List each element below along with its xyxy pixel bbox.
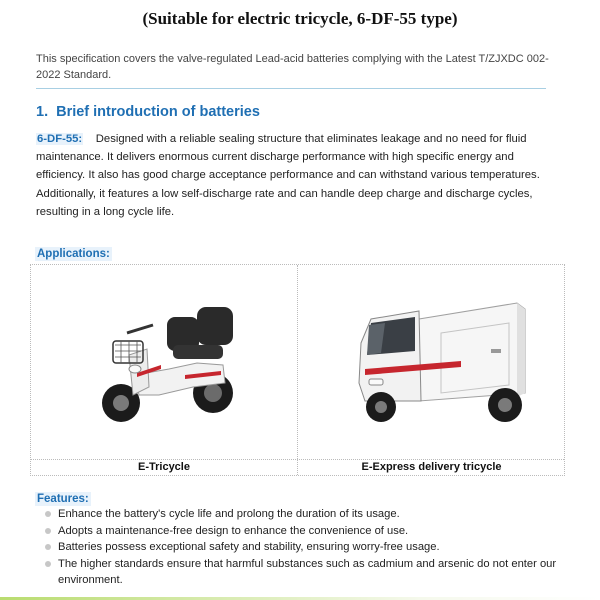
features-label: Features:: [37, 493, 89, 505]
intro-paragraph: This specification covers the valve-regulated Lead-acid batteries complying with the Latest T/ZJXDC 002-2022 Standard.: [36, 53, 549, 81]
description-text: Designed with a reliable sealing structure that eliminates leakage and no need for fluid maintenance. It delivers enormous current discharge performance with high specific energy and efficiency. It also has good charge acceptance performance and can withstand various temperatures. Additionally, it features a low self-discharge rate and can handle deep charge and discharge cycles, resulting in a long cycle life.: [36, 133, 540, 218]
table-column-divider: [297, 265, 298, 475]
bullet-icon: [45, 561, 51, 567]
bullet-icon: [45, 544, 51, 550]
battery-description: [36, 130, 566, 221]
list-item: Adopts a maintenance-free design to enhance the convenience of use.: [44, 523, 564, 540]
e-tricycle-image: [89, 283, 249, 433]
list-item: Batteries possess exceptional safety and stability, ensuring worry-free usage.: [44, 539, 564, 556]
caption-express-tricycle: E-Express delivery tricycle: [361, 461, 502, 473]
applications-table: [30, 264, 565, 476]
table-row-divider: [31, 459, 564, 460]
bullet-icon: [45, 511, 51, 517]
features-list: [44, 506, 564, 589]
list-item: Enhance the battery's cycle life and prolong the duration of its usage.: [44, 506, 564, 523]
list-item: The higher standards ensure that harmful substances such as cadmium and arsenic do not enter our environment.: [44, 556, 564, 589]
bullet-icon: [45, 528, 51, 534]
caption-e-tricycle: E-Tricycle: [138, 461, 190, 473]
applications-label: Applications:: [37, 248, 110, 260]
section-title: Brief introduction of batteries: [56, 104, 260, 120]
express-tricycle-image: [341, 289, 541, 449]
intro-divider: [36, 88, 546, 89]
model-tag: 6-DF-55:: [37, 133, 83, 145]
section-heading: [36, 104, 260, 120]
section-number: 1.: [36, 104, 49, 120]
document-title: (Suitable for electric tricycle, 6-DF-55 type): [142, 9, 458, 28]
